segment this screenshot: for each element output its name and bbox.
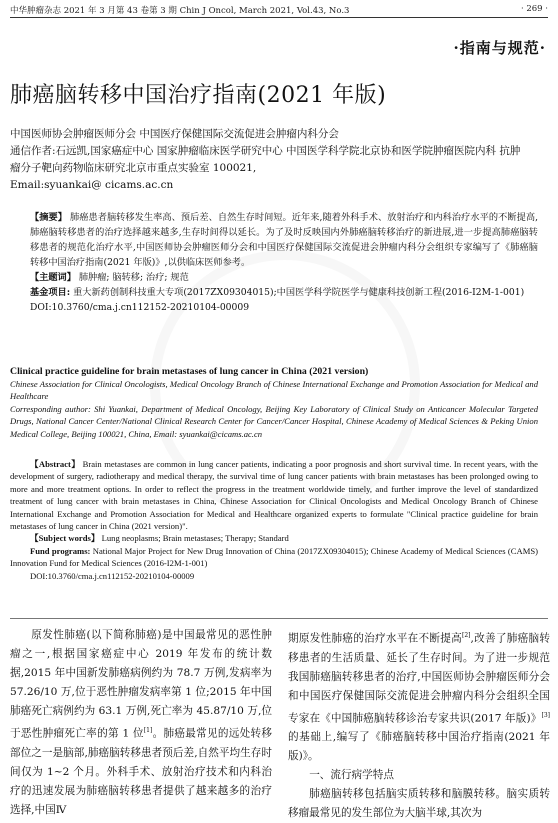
doi-zh: DOI:10.3760/cma.j.cn112152-20210104-00009	[30, 302, 250, 313]
body-left-text: 原发性肺癌(以下简称肺癌)是中国最常见的恶性肿瘤之一,根据国家癌症中心 2019 年发布的统计数据,2015 年中国新发肺癌病例约为 78.7 万例,发病率为 57.26/10 万,位于恶性肿瘤发病率第 1 位;2015 年中国肺癌死亡病例约为 63.1 万例,死亡率为 45.87/10 万,位于恶性肿瘤死亡率的第 1 位	[10, 629, 272, 740]
body-right-para-1	[288, 626, 550, 766]
english-title: Clinical practice guideline for brain metastases of lung cancer in China (2021 version)	[10, 366, 369, 377]
section-rule	[10, 618, 548, 619]
keywords-zh	[10, 270, 538, 285]
page-number: · 269 ·	[520, 4, 548, 14]
keywords-zh-text: 肺肿瘤; 脑转移; 治疗; 规范	[78, 272, 189, 283]
fund-zh	[10, 285, 538, 300]
english-doi: DOI:10.3760/cma.j.cn112152-20210104-00009	[30, 570, 195, 581]
body-column-right	[288, 626, 550, 823]
english-correspondence: Corresponding author: Shi Yuankai, Department of Medical Oncology, Beijing Key Laboratory of Clinical Study on Anticancer Molecular Targeted Drugs, National Cancer Center/National Clinical Research Center for Cancer/Cancer Hospital, Chinese Academy of Medical Sciences & Peking Union Medical College, Beijing 100021, China, Email: syuankai@cicams.ac.cn	[10, 403, 538, 439]
author-block	[10, 126, 530, 194]
fund-zh-text: 重大新药创制科技重大专项(2017ZX09304015);中国医学科学院医学与健康科技创新工程(2016-I2M-1-001)	[73, 287, 525, 298]
keywords-zh-label: 【主题词】	[30, 272, 76, 283]
english-abstract	[10, 458, 538, 582]
body-right-text: 期原发性肺癌的治疗水平在不断提高	[288, 632, 462, 645]
authors: 中国医师协会肿瘤医师分会 中国医疗保健国际交流促进会肿瘤内科分会	[10, 128, 339, 140]
citation: [1]	[143, 727, 153, 734]
running-header	[10, 4, 548, 16]
english-fund-label: Fund programs:	[30, 545, 91, 556]
english-keywords-text: Lung neoplasms; Brain metastases; Therapy; Standard	[101, 533, 289, 544]
english-abstract-para	[10, 458, 538, 532]
body-column-left	[10, 626, 272, 820]
correspondence: 通信作者:石远凯,国家癌症中心 国家肿瘤临床医学研究中心 中国医学科学院北京协和医学院肿瘤医院内科 抗肿瘤分子靶向药物临床研究北京市重点实验室 100021,	[10, 145, 521, 174]
english-keywords	[10, 532, 538, 544]
body-right-text-cont: ,改善了肺癌脑转移患者的生活质量、延长了生存时间。为了进一步规范我国肺癌脑转移患者的治疗,中国医师协会肿瘤医师分会和中国医疗保健国际交流促进会肿瘤内科分会组织全国专家在《中国肺癌脑转移诊治专家共识(2017 年版)》	[288, 632, 550, 725]
section-heading: 一、流行病学特点	[309, 769, 394, 782]
abstract-zh-text: 肺癌患者脑转移发生率高、预后差、自然生存时间短。近年来,随着外科手术、放射治疗和内科治疗水平的不断提高,肺癌脑转移患者的治疗选择越来越多,生存时间得以延长。为了及时反映国内外肺癌脑转移治疗的新进展,进一步提高肺癌脑转移患者的规范化治疗水平,中国医师协会肿瘤医师分会和中国医疗保健国际交流促进会肿瘤内科分会组织专家编写了《肺癌脑转移中国治疗指南(2021 年版)》,以供临床医师参考。	[30, 212, 539, 268]
citation: [3]	[541, 711, 550, 719]
english-abstract-label: 【Abstract】	[30, 459, 81, 469]
email: Email:syuankai@ cicams.ac.cn	[10, 179, 174, 191]
citation: [2]	[462, 632, 471, 639]
english-authors: Chinese Association for Clinical Oncologists, Medical Oncology Branch of Chinese International Exchange and Promotion Association for Medical and Healthcare	[10, 379, 538, 402]
abstract-zh-label: 【摘要】	[30, 212, 67, 223]
body-left-text-cont: 。肺癌最常见的远处转移部位之一是脑部,肺癌脑转移患者预后差,自然平均生存时间仅为 1~2 个月。外科手术、放射治疗技术和内科治疗的迅速发展为肺癌脑转移患者提供了越来越多的治疗选择,中国Ⅳ	[10, 727, 272, 816]
english-authors-block	[10, 378, 538, 440]
english-keywords-label: 【Subject words】	[30, 533, 100, 544]
fund-zh-label: 基金项目:	[30, 287, 71, 298]
journal-info: 中华肿瘤杂志 2021 年 3 月第 43 卷第 3 期 Chin J Oncol, March 2021, Vol.43, No.3	[10, 6, 350, 16]
abstract-zh-para	[10, 210, 538, 270]
english-fund	[10, 545, 538, 570]
column-tag: ·指南与规范·	[453, 39, 546, 57]
header-rule	[10, 17, 548, 18]
body-right-text-end: 的基础上,编写了《肺癌脑转移中国治疗指南(2021 年版)》。	[288, 731, 550, 763]
article-title: 肺癌脑转移中国治疗指南(2021 年版)	[10, 83, 387, 108]
abstract-zh	[10, 210, 538, 315]
body-right-para-2: 肺癌脑转移包括脑实质转移和脑膜转移。脑实质转移瘤最常见的发生部位为大脑半球,其次为	[288, 788, 550, 820]
english-abstract-text: Brain metastases are common in lung cancer patients, indicating a poor prognosis and short survival time. In recent years, with the development of surgery, radiotherapy and medical therapy, the survival time of lung cancer patients with brain metastases has been prolonged owing to more and more treatment options. In order to reflect the progress in the treatment worldwide timely, and further improve the level of standardized treatment of lung cancer with brain metastases in China, Chinese Association for Clinical Oncologists and Medical Oncology Branch of Chinese International Exchange and Promotion Association for Medical and Healthcare organized experts to formulate "Clinical practice guideline for brain metastases of lung cancer in China (2021 version)".	[10, 459, 538, 532]
english-fund-text: National Major Project for New Drug Innovation of China (2017ZX09304015); Chinese Academy of Medical Sciences (CAMS) Innovation Fund for Medical Sciences (2016-I2M-1-001)	[10, 545, 538, 569]
